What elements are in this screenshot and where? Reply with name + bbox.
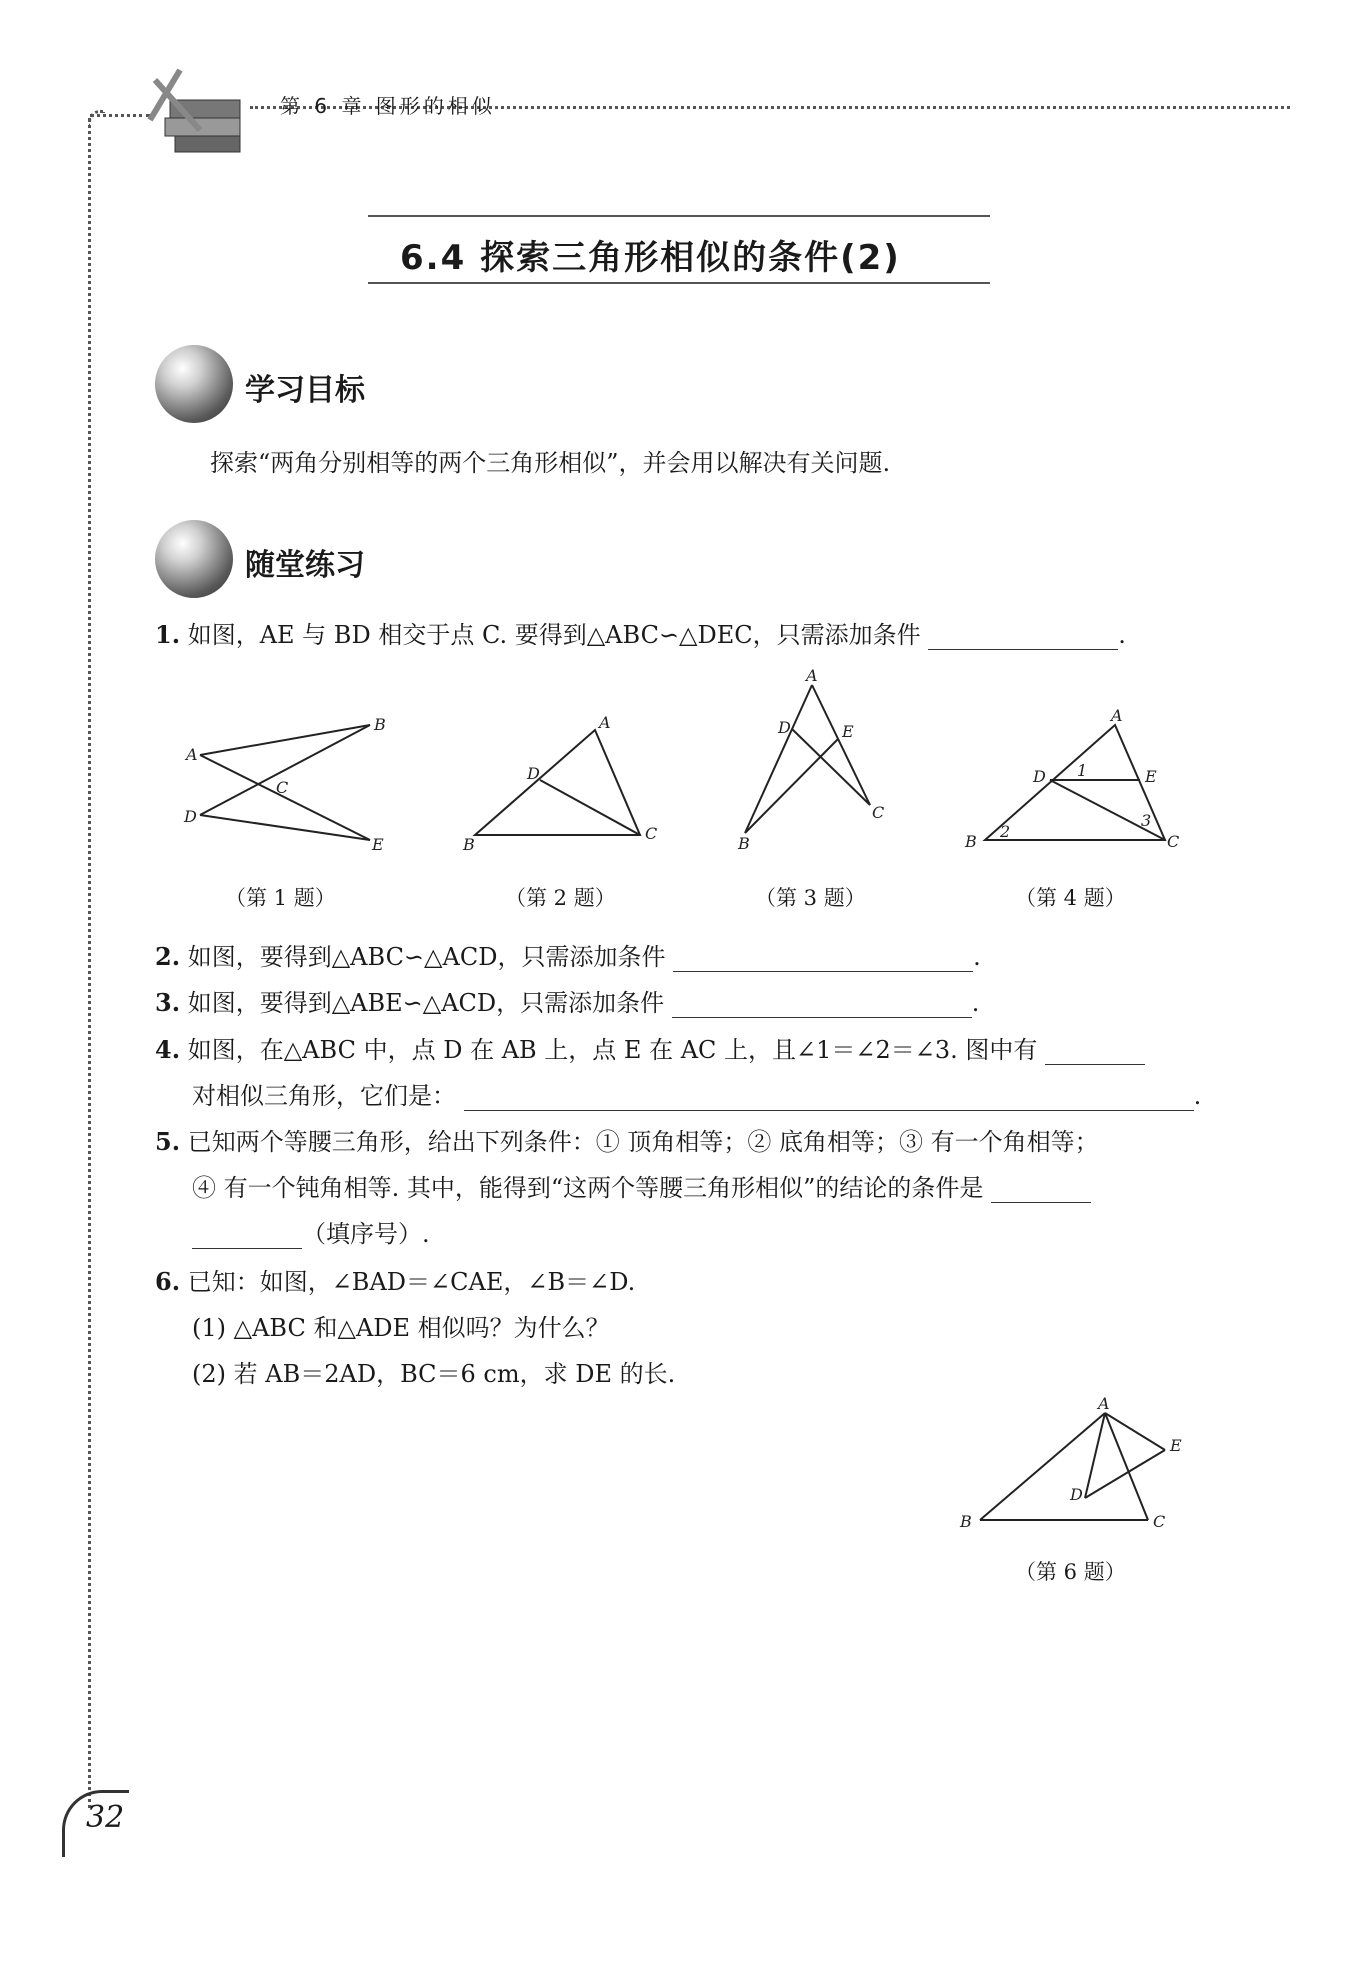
label-d: D [527,764,540,783]
section-goal-title: 学习目标 [245,373,365,408]
question-text: （填序号）. [302,1220,430,1248]
question-3 [155,983,979,1018]
label-d: D [1033,767,1046,786]
label-a: A [806,666,818,685]
question-text: 如图，要得到△ABE∽△ACD，只需添加条件 [187,989,665,1017]
question-text: ④ 有一个钝角相等. 其中，能得到“这两个等腰三角形相似”的结论的条件是 [192,1174,984,1202]
page-title: 6.4 探索三角形相似的条件(2) [400,238,901,278]
caption-fig6: （第 6 题） [1015,1560,1126,1584]
label-e: E [1170,1436,1182,1455]
question-6-sub2: (2) 若 AB＝2AD，BC＝6 cm，求 DE 的长. [192,1360,676,1388]
question-text: 如图，在△ABC 中，点 D 在 AB 上，点 E 在 AC 上，且∠1＝∠2＝∠3. 图中有 [187,1036,1038,1064]
question-end: . [971,989,980,1017]
question-number: 2. [155,942,181,971]
question-5-line3 [192,1214,430,1249]
label-b: B [965,832,977,851]
section-practice-title: 随堂练习 [245,548,365,583]
answer-blank[interactable] [928,625,1118,650]
label-angle-2: 2 [1000,822,1011,841]
question-text: 已知：如图，∠BAD＝∠CAE，∠B＝∠D. [187,1268,636,1296]
figure-6 [950,1395,1200,1545]
caption-fig4: （第 4 题） [1015,886,1126,910]
question-text: 对相似三角形，它们是： [192,1082,456,1110]
question-number: 4. [155,1035,181,1064]
page-border-left [88,118,91,1808]
answer-blank[interactable] [464,1086,1194,1111]
label-b: B [463,835,475,854]
chapter-header: 第 6 章 图形的相似 [280,94,496,118]
question-5 [155,1122,1099,1157]
question-number: 5. [155,1127,181,1156]
page-number: 32 [86,1800,125,1835]
question-number: 3. [155,988,181,1017]
label-a: A [599,713,611,732]
question-text: 如图，AE 与 BD 相交于点 C. 要得到△ABC∽△DEC，只需添加条件 [187,621,921,649]
label-b: B [738,834,750,853]
question-6-sub1: (1) △ABC 和△ADE 相似吗？为什么？ [192,1314,610,1342]
answer-blank[interactable] [1045,1040,1145,1065]
globe-icon [155,520,233,598]
label-e: E [372,835,384,854]
question-text: 如图，要得到△ABC∽△ACD，只需添加条件 [187,943,666,971]
figure-2 [455,700,685,860]
label-c: C [1153,1512,1166,1531]
label-b: B [374,715,386,734]
figure-4 [955,700,1195,860]
question-5-line2 [192,1168,1091,1203]
book-logo-icon [140,60,250,160]
question-4-line2 [192,1076,1201,1111]
label-d: D [778,718,791,737]
figure-3 [720,665,900,865]
label-a: A [186,745,198,764]
label-c: C [276,778,289,797]
label-c: C [1167,832,1180,851]
label-a: A [1111,706,1123,725]
question-number: 6. [155,1267,181,1296]
question-6 [155,1262,635,1297]
question-number: 1. [155,620,181,649]
caption-fig2: （第 2 题） [505,886,616,910]
question-text: 已知两个等腰三角形，给出下列条件：① 顶角相等；② 底角相等；③ 有一个角相等； [187,1128,1099,1156]
caption-fig3: （第 3 题） [755,886,866,910]
caption-fig1: （第 1 题） [225,886,336,910]
label-angle-3: 3 [1141,811,1152,830]
answer-blank[interactable] [673,947,973,972]
question-end: . [1193,1082,1202,1110]
label-a: A [1098,1395,1110,1413]
label-c: C [872,803,885,822]
question-end: . [973,943,981,971]
question-1 [155,615,1126,650]
label-d: D [1070,1485,1083,1504]
label-b: B [960,1512,972,1531]
answer-blank[interactable] [192,1224,302,1249]
label-e: E [1145,767,1157,786]
label-c: C [645,824,658,843]
label-d: D [184,807,197,826]
label-e: E [842,722,854,741]
question-4 [155,1030,1145,1065]
answer-blank[interactable] [672,993,972,1018]
answer-blank[interactable] [991,1178,1091,1203]
goal-text: 探索“两角分别相等的两个三角形相似”，并会用以解决有关问题. [210,449,891,477]
question-2 [155,937,981,972]
sphere-icon [155,345,233,423]
figure-1 [170,700,410,860]
question-end: . [1118,621,1126,649]
label-angle-1: 1 [1077,761,1088,780]
